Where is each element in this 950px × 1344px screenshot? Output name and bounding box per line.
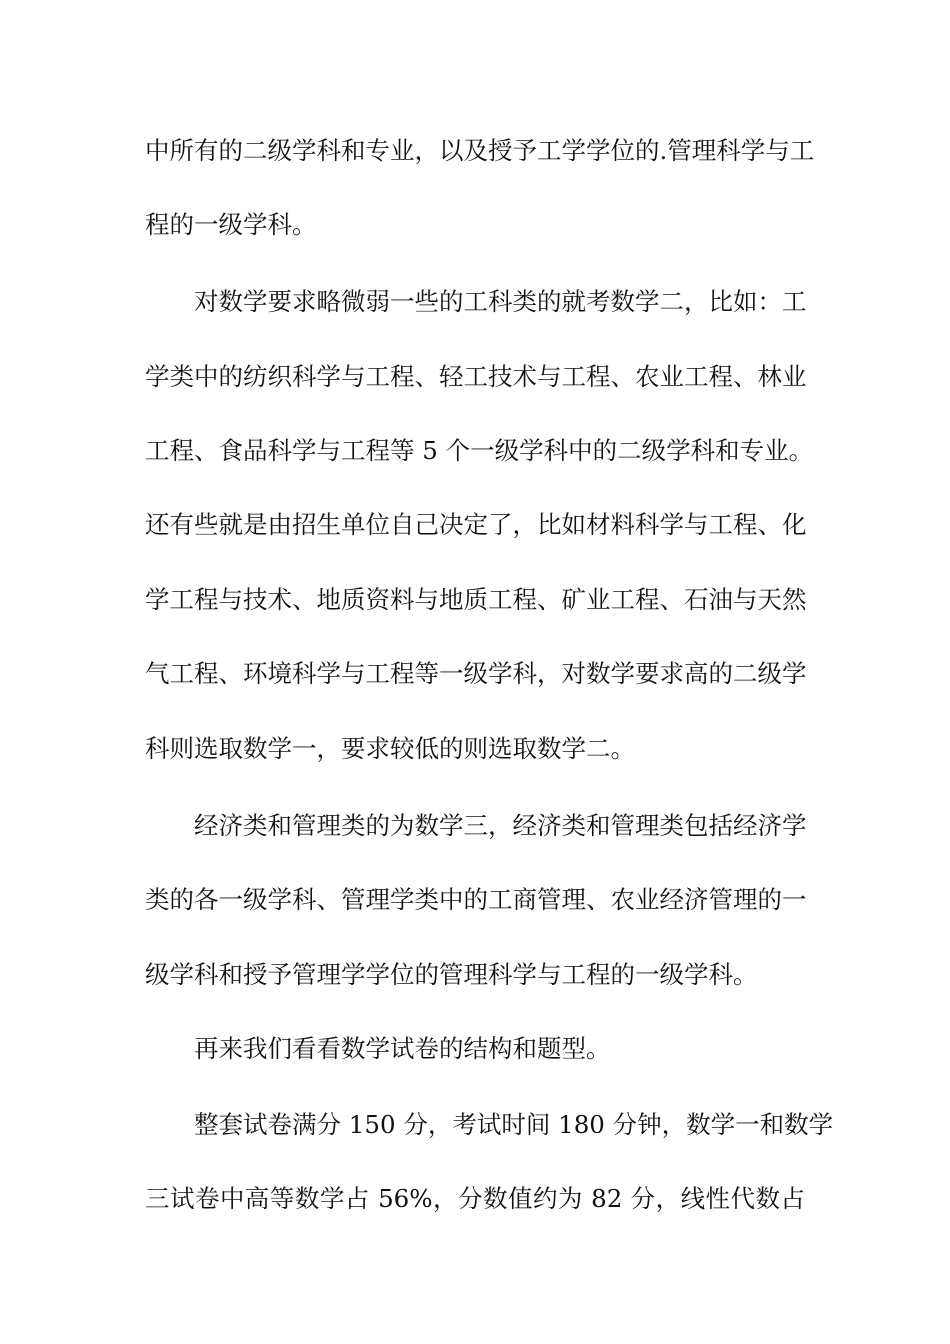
text-line-3: 对数学要求略微弱一些的工科类的就考数学二，比如：工 bbox=[194, 287, 807, 316]
text-line-12: 级学科和授予管理学学位的管理科学与工程的一级学科。 bbox=[145, 960, 758, 989]
text-line-6: 还有些就是由招生单位自己决定了，比如材料科学与工程、化 bbox=[145, 510, 807, 539]
text-line-15: 三试卷中高等数学占 56%，分数值约为 82 分，线性代数占 bbox=[145, 1184, 805, 1213]
text-line-7: 学工程与技术、地质资料与地质工程、矿业工程、石油与天然 bbox=[145, 585, 807, 614]
text-line-2: 程的一级学科。 bbox=[145, 210, 317, 239]
text-line-14: 整套试卷满分 150 分，考试时间 180 分钟，数学一和数学 bbox=[194, 1110, 834, 1139]
text-line-4: 学类中的纺织科学与工程、轻工技术与工程、农业工程、林业 bbox=[145, 362, 807, 391]
text-line-9: 科则选取数学一，要求较低的则选取数学二。 bbox=[145, 734, 635, 763]
text-line-1: 中所有的二级学科和专业，以及授予工学学位的.管理科学与工 bbox=[145, 136, 815, 165]
text-line-10: 经济类和管理类的为数学三，经济类和管理类包括经济学 bbox=[194, 811, 807, 840]
text-line-5: 工程、食品科学与工程等 5 个一级学科中的二级学科和专业。 bbox=[145, 436, 814, 465]
text-line-13: 再来我们看看数学试卷的结构和题型。 bbox=[194, 1034, 611, 1063]
text-line-8: 气工程、环境科学与工程等一级学科，对数学要求高的二级学 bbox=[145, 659, 807, 688]
text-line-11: 类的各一级学科、管理学类中的工商管理、农业经济管理的一 bbox=[145, 885, 807, 914]
